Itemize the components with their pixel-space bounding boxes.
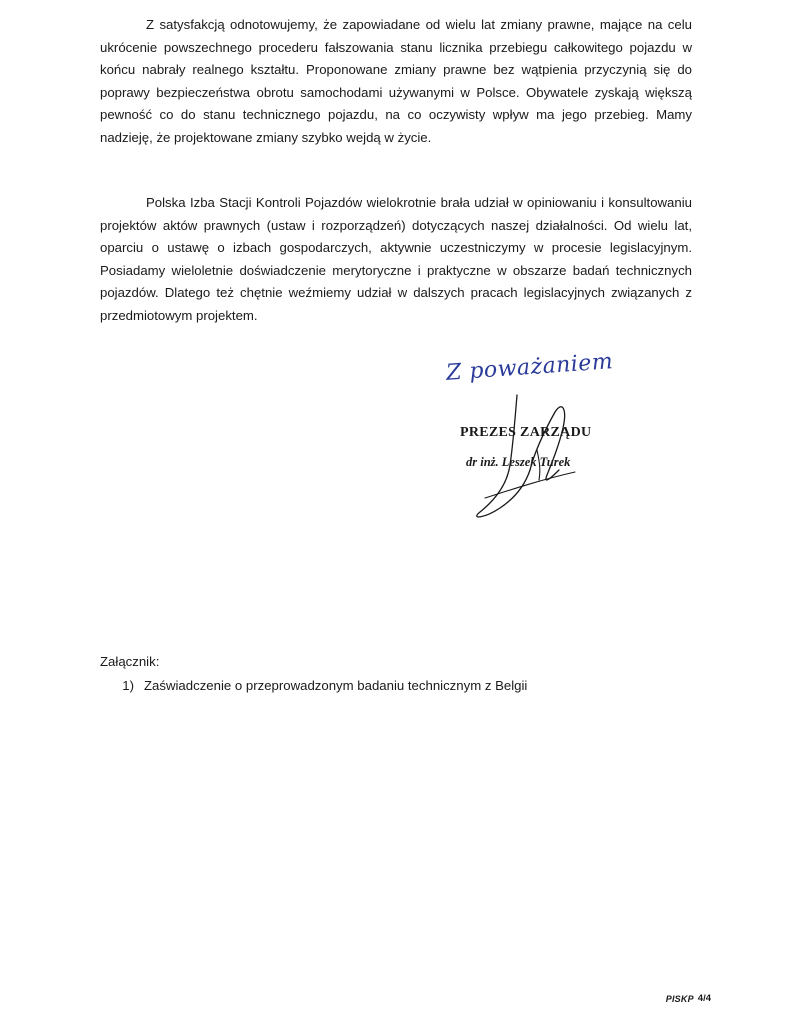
- handwritten-signature: [455, 390, 605, 530]
- attachment-number: 1): [122, 678, 134, 693]
- signatory-name: dr inż. Leszek Turek: [466, 455, 571, 469]
- piskp-logo: PISKP: [665, 993, 694, 1004]
- attachment-text: Zaświadczenie o przeprowadzonym badaniu technicznym z Belgii: [144, 678, 528, 693]
- signatory-title: PREZES ZARZĄDU: [460, 425, 592, 440]
- page-number: 4/4: [697, 993, 711, 1004]
- attachment-label: Załącznik:: [100, 654, 160, 669]
- body-paragraph-1: Z satysfakcją odnotowujemy, że zapowiadane od wielu lat zmiany prawne, mające na celu ukrócenie powszechnego procederu fałszowania stanu licznika przebiegu całkowitego pojazdu w końcu nabrały realnego kształtu. Proponowane zmiany prawne bez wątpienia przyczynią się do poprawy bezpieczeństwa obrotu samochodami używanymi w Polsce. Obywatele zyskają większą pewność co do stanu technicznego pojazdu, na co oczywisty wpływ ma jego przebieg. Mamy nadzieję, że projektowane zmiany szybko wejdą w życie.: [100, 17, 692, 145]
- body-paragraph-2: Polska Izba Stacji Kontroli Pojazdów wielokrotnie brała udział w opiniowaniu i konsultowaniu projektów aktów prawnych (ustaw i rozporządzeń) dotyczących naszej działalności. Od wielu lat, oparciu o ustawę o izbach gospodarczych, aktywnie uczestniczymy w procesie legislacyjnym. Posiadamy wieloletnie doświadczenie merytoryczne i praktyczne w obszarze badań technicznych pojazdów. Dlatego też chętnie weźmiemy udział w dalszych pracach legislacyjnych związanych z przedmiotowym projektem.: [100, 195, 692, 323]
- attachment-list: [100, 678, 527, 693]
- handwritten-closing: Z poważaniem: [445, 349, 615, 386]
- attachment-item: [100, 678, 527, 693]
- page-footer: [666, 993, 711, 1004]
